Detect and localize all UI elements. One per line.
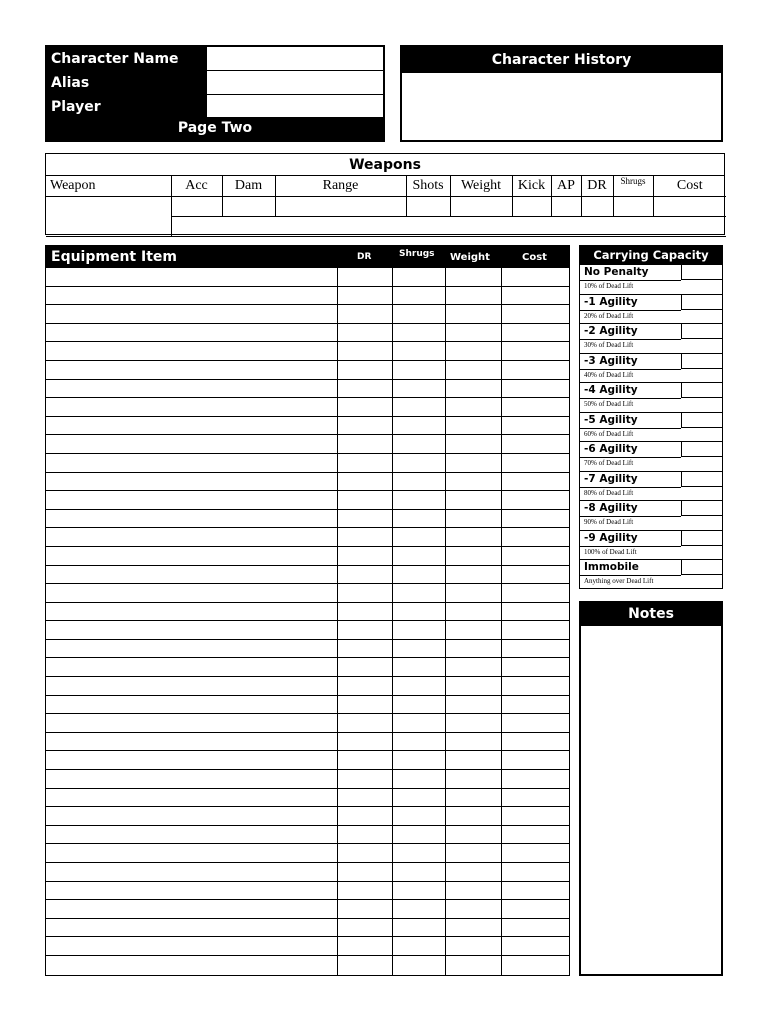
carrying-level-desc: 90% of Dead Lift bbox=[584, 518, 634, 526]
carrying-level-desc: 30% of Dead Lift bbox=[584, 341, 634, 349]
dr-cell[interactable] bbox=[581, 196, 613, 216]
equipment-row[interactable] bbox=[46, 770, 569, 789]
carrying-level bbox=[580, 295, 722, 325]
carrying-level-value[interactable] bbox=[681, 324, 722, 339]
carrying-level-value[interactable] bbox=[681, 472, 722, 487]
equipment-row[interactable] bbox=[46, 863, 569, 882]
carrying-level bbox=[580, 413, 722, 443]
carrying-level bbox=[580, 472, 722, 502]
carrying-level-name: -7 Agility bbox=[584, 472, 638, 485]
carrying-level-desc: 70% of Dead Lift bbox=[584, 459, 634, 467]
ap-col-header: AP bbox=[551, 176, 581, 196]
equipment-row[interactable] bbox=[46, 677, 569, 696]
equipment-row[interactable] bbox=[46, 937, 569, 956]
equipment-row[interactable] bbox=[46, 491, 569, 510]
carrying-level-desc: 60% of Dead Lift bbox=[584, 429, 634, 438]
equipment-weight-header: Weight bbox=[450, 252, 490, 263]
weapon-row bbox=[46, 196, 726, 216]
character-name-field[interactable] bbox=[207, 47, 383, 71]
shrugs-col-header: Shrugs bbox=[613, 176, 653, 196]
carrying-level-name: -9 Agility bbox=[584, 531, 638, 544]
equipment-row[interactable] bbox=[46, 268, 569, 287]
carrying-level-desc: 40% of Dead Lift bbox=[584, 370, 634, 379]
equipment-row[interactable] bbox=[46, 882, 569, 901]
carrying-level bbox=[580, 265, 722, 295]
equipment-row[interactable] bbox=[46, 528, 569, 547]
carrying-level-name: No Penalty bbox=[584, 266, 649, 278]
range-cell[interactable] bbox=[275, 196, 406, 216]
shots-col-header: Shots bbox=[406, 176, 450, 196]
equipment-row[interactable] bbox=[46, 900, 569, 919]
carrying-level-divider bbox=[580, 310, 681, 311]
kick-col-header: Kick bbox=[512, 176, 551, 196]
carrying-level-divider bbox=[580, 487, 681, 488]
notes-box bbox=[579, 601, 723, 976]
equipment-row[interactable] bbox=[46, 826, 569, 845]
carrying-level-value[interactable] bbox=[681, 354, 722, 369]
weight-cell[interactable] bbox=[450, 196, 512, 216]
acc-col-header: Acc bbox=[171, 176, 222, 196]
equipment-header bbox=[46, 246, 569, 268]
equipment-row[interactable] bbox=[46, 584, 569, 603]
weapons-table bbox=[45, 153, 725, 235]
carrying-level-divider bbox=[580, 339, 681, 340]
equipment-row[interactable] bbox=[46, 435, 569, 454]
dam-col-header: Dam bbox=[222, 176, 275, 196]
carrying-level-divider bbox=[580, 369, 681, 370]
equipment-row[interactable] bbox=[46, 751, 569, 770]
carrying-level-desc: 50% of Dead Lift bbox=[584, 400, 634, 408]
carrying-level-value[interactable] bbox=[681, 383, 722, 398]
equipment-row[interactable] bbox=[46, 547, 569, 566]
alias-field[interactable] bbox=[207, 71, 383, 95]
notes-field[interactable] bbox=[581, 626, 721, 974]
carrying-level-desc: Anything over Dead Lift bbox=[584, 577, 654, 585]
weapon-name-cell[interactable] bbox=[46, 196, 171, 236]
weapon-notes-cell[interactable] bbox=[171, 216, 726, 236]
carrying-level bbox=[580, 560, 722, 590]
page-label: Page Two bbox=[47, 117, 383, 140]
carrying-level-name: -2 Agility bbox=[584, 325, 638, 337]
carrying-level bbox=[580, 531, 722, 561]
notes-title: Notes bbox=[581, 603, 721, 626]
cost-cell[interactable] bbox=[653, 196, 726, 216]
player-label: Player bbox=[47, 95, 207, 119]
equipment-rows bbox=[46, 268, 569, 975]
carrying-level-name: Immobile bbox=[584, 561, 639, 573]
carrying-level-divider bbox=[580, 575, 681, 576]
equipment-cost-header: Cost bbox=[522, 252, 547, 263]
carrying-level-value[interactable] bbox=[681, 295, 722, 310]
equipment-row[interactable] bbox=[46, 658, 569, 677]
weapons-header-row bbox=[46, 176, 726, 196]
carrying-level bbox=[580, 501, 722, 531]
carrying-level-desc: 80% of Dead Lift bbox=[584, 488, 634, 497]
equipment-row[interactable] bbox=[46, 287, 569, 306]
equipment-row[interactable] bbox=[46, 510, 569, 529]
cost-col-header: Cost bbox=[653, 176, 726, 196]
weapons-title: Weapons bbox=[46, 154, 724, 176]
carrying-level-desc: 100% of Dead Lift bbox=[584, 547, 637, 556]
equipment-row[interactable] bbox=[46, 566, 569, 585]
shrugs-cell[interactable] bbox=[613, 196, 653, 216]
equipment-row[interactable] bbox=[46, 621, 569, 640]
carrying-capacity-box bbox=[579, 245, 723, 589]
character-history-title: Character History bbox=[402, 47, 721, 73]
equipment-row[interactable] bbox=[46, 454, 569, 473]
carrying-capacity-title: Carrying Capacity bbox=[580, 246, 722, 265]
weapon-col-header: Weapon bbox=[46, 176, 171, 196]
carrying-level-divider bbox=[580, 516, 681, 517]
player-field[interactable] bbox=[207, 95, 383, 119]
equipment-row[interactable] bbox=[46, 305, 569, 324]
carrying-level-name: -4 Agility bbox=[584, 384, 638, 396]
carrying-capacity-list bbox=[580, 265, 722, 590]
equipment-row[interactable] bbox=[46, 603, 569, 622]
carrying-level-desc: 20% of Dead Lift bbox=[584, 311, 634, 320]
carrying-level-divider bbox=[580, 457, 681, 458]
shots-cell[interactable] bbox=[406, 196, 450, 216]
carrying-level-desc: 10% of Dead Lift bbox=[584, 282, 634, 290]
character-name-label: Character Name bbox=[47, 47, 207, 71]
equipment-row[interactable] bbox=[46, 473, 569, 492]
dr-col-header: DR bbox=[581, 176, 613, 196]
carrying-level-name: -6 Agility bbox=[584, 443, 638, 455]
equipment-row[interactable] bbox=[46, 919, 569, 938]
dam-cell[interactable] bbox=[222, 196, 275, 216]
carrying-level-name: -8 Agility bbox=[584, 502, 638, 514]
carrying-level bbox=[580, 442, 722, 472]
carrying-level bbox=[580, 354, 722, 384]
carrying-level-name: -5 Agility bbox=[584, 413, 638, 426]
equipment-row[interactable] bbox=[46, 696, 569, 715]
equipment-row[interactable] bbox=[46, 324, 569, 343]
equipment-row[interactable] bbox=[46, 361, 569, 380]
carrying-level bbox=[580, 383, 722, 413]
carrying-level-name: -1 Agility bbox=[584, 295, 638, 308]
carrying-level-divider bbox=[580, 546, 681, 547]
equipment-dr-header: DR bbox=[357, 252, 372, 262]
equipment-row[interactable] bbox=[46, 398, 569, 417]
character-history-field[interactable] bbox=[402, 73, 721, 140]
equipment-row[interactable] bbox=[46, 380, 569, 399]
carrying-level-value[interactable] bbox=[681, 442, 722, 457]
carrying-level-value[interactable] bbox=[681, 265, 722, 280]
carrying-level bbox=[580, 324, 722, 354]
carrying-level-divider bbox=[580, 280, 681, 281]
equipment-row[interactable] bbox=[46, 417, 569, 436]
equipment-row[interactable] bbox=[46, 714, 569, 733]
equipment-row[interactable] bbox=[46, 956, 569, 975]
equipment-table bbox=[45, 245, 570, 976]
carrying-level-value[interactable] bbox=[681, 413, 722, 428]
carrying-level-divider bbox=[580, 398, 681, 399]
carrying-level-value[interactable] bbox=[681, 501, 722, 516]
range-col-header: Range bbox=[275, 176, 406, 196]
equipment-row[interactable] bbox=[46, 640, 569, 659]
equipment-row[interactable] bbox=[46, 789, 569, 808]
character-history-box bbox=[400, 45, 723, 142]
carrying-level-name: -3 Agility bbox=[584, 354, 638, 367]
weight-col-header: Weight bbox=[450, 176, 512, 196]
character-info-box bbox=[45, 45, 385, 142]
kick-cell[interactable] bbox=[512, 196, 551, 216]
equipment-item-header: Equipment Item bbox=[51, 249, 177, 265]
carrying-level-divider bbox=[580, 428, 681, 429]
equipment-row[interactable] bbox=[46, 733, 569, 752]
equipment-row[interactable] bbox=[46, 807, 569, 826]
carrying-level-value[interactable] bbox=[681, 531, 722, 546]
carrying-level-value[interactable] bbox=[681, 560, 722, 575]
equipment-shrugs-header: Shrugs bbox=[399, 249, 435, 259]
alias-label: Alias bbox=[47, 71, 207, 95]
equipment-row[interactable] bbox=[46, 342, 569, 361]
ap-cell[interactable] bbox=[551, 196, 581, 216]
equipment-row[interactable] bbox=[46, 844, 569, 863]
acc-cell[interactable] bbox=[171, 196, 222, 216]
